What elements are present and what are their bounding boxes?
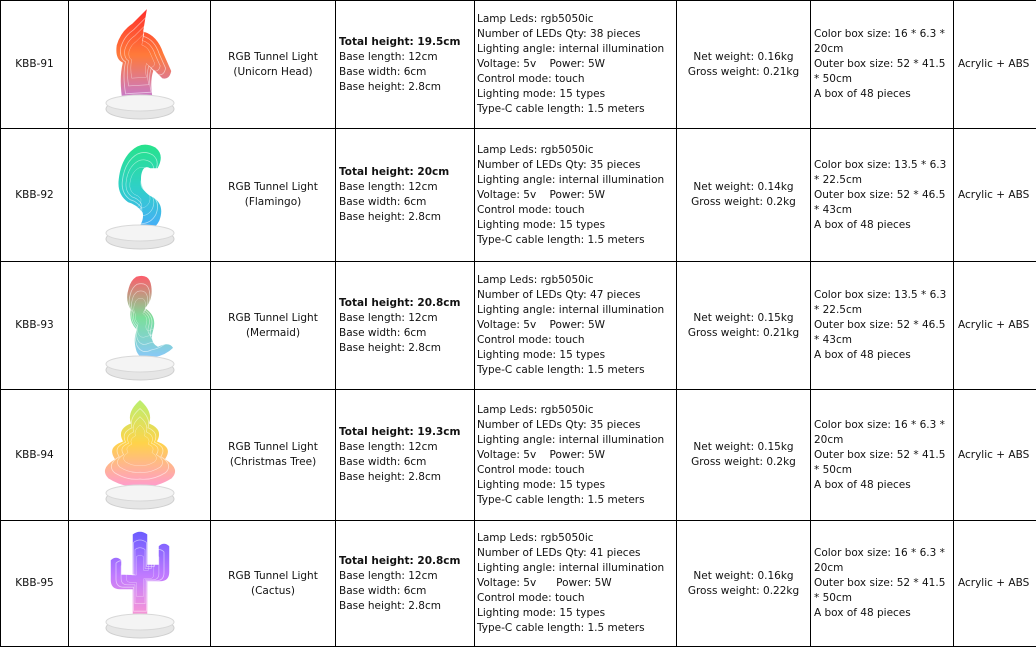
spec-line: Voltage: 5v Power: 5W (477, 318, 676, 333)
product-row (1, 521, 1036, 647)
product-weight (677, 521, 811, 647)
spec-line: Number of LEDs Qty: 35 pieces (477, 418, 676, 433)
spec-line: Lighting angle: internal illumination (477, 173, 676, 188)
total-height: Total height: 19.3cm (339, 425, 474, 440)
base-width: Base width: 6cm (339, 455, 474, 470)
spec-line: Voltage: 5v Power: 5W (477, 576, 676, 591)
spec-line: Lamp Leds: rgb5050ic (477, 531, 676, 546)
spec-line: Control mode: touch (477, 463, 676, 478)
base-width: Base width: 6cm (339, 584, 474, 599)
packaging-line: Color box size: 13.5 * 6.3 * 22.5cm (814, 288, 953, 318)
product-name (211, 129, 336, 262)
base-length: Base length: 12cm (339, 569, 474, 584)
product-name-line: RGB Tunnel Light (211, 311, 335, 326)
spec-line: Lighting mode: 15 types (477, 348, 676, 363)
spec-line: Number of LEDs Qty: 38 pieces (477, 27, 676, 42)
product-name (211, 262, 336, 390)
spec-line: Lamp Leds: rgb5050ic (477, 403, 676, 418)
product-material: Acrylic + ABS (954, 262, 1036, 390)
spec-line: Lighting mode: 15 types (477, 87, 676, 102)
spec-line: Lighting angle: internal illumination (477, 42, 676, 57)
product-packaging (811, 390, 954, 521)
base-height: Base height: 2.8cm (339, 470, 474, 485)
lamp-base-top (106, 614, 174, 630)
product-specifications (475, 521, 677, 647)
packaging-line: Outer box size: 52 * 46.5 * 43cm (814, 188, 953, 218)
product-name-subtitle: (Cactus) (211, 584, 335, 599)
product-material: Acrylic + ABS (954, 129, 1036, 262)
product-material: Acrylic + ABS (954, 1, 1036, 129)
packaging-line: Color box size: 16 * 6.3 * 20cm (814, 546, 953, 576)
product-code: KBB-92 (1, 129, 69, 262)
product-name-line: RGB Tunnel Light (211, 50, 335, 65)
spec-line: Lighting angle: internal illumination (477, 561, 676, 576)
packaging-line: Color box size: 13.5 * 6.3 * 22.5cm (814, 158, 953, 188)
base-length: Base length: 12cm (339, 50, 474, 65)
spec-line: Control mode: touch (477, 333, 676, 348)
base-width: Base width: 6cm (339, 195, 474, 210)
product-row (1, 129, 1036, 262)
product-dimensions (336, 1, 475, 129)
product-specifications (475, 262, 677, 390)
packaging-line: A box of 48 pieces (814, 87, 953, 102)
gross-weight: Gross weight: 0.2kg (677, 195, 810, 210)
spec-line: Lighting angle: internal illumination (477, 433, 676, 448)
mermaid-lamp-image (92, 266, 188, 386)
gross-weight: Gross weight: 0.21kg (677, 326, 810, 341)
spec-line: Number of LEDs Qty: 35 pieces (477, 158, 676, 173)
product-material: Acrylic + ABS (954, 390, 1036, 521)
spec-line: Lighting mode: 15 types (477, 606, 676, 621)
spec-line: Type-C cable length: 1.5 meters (477, 233, 676, 248)
product-specifications (475, 129, 677, 262)
product-packaging (811, 129, 954, 262)
product-row (1, 390, 1036, 521)
net-weight: Net weight: 0.16kg (677, 569, 810, 584)
packaging-line: Color box size: 16 * 6.3 * 20cm (814, 418, 953, 448)
spec-line: Type-C cable length: 1.5 meters (477, 363, 676, 378)
product-name-subtitle: (Mermaid) (211, 326, 335, 341)
base-length: Base length: 12cm (339, 180, 474, 195)
product-dimensions (336, 521, 475, 647)
base-height: Base height: 2.8cm (339, 80, 474, 95)
cactus-lamp-image (92, 524, 188, 644)
product-weight (677, 262, 811, 390)
spec-line: Voltage: 5v Power: 5W (477, 188, 676, 203)
product-specifications (475, 390, 677, 521)
packaging-line: A box of 48 pieces (814, 478, 953, 493)
product-image-cell (69, 129, 211, 262)
spec-line: Lamp Leds: rgb5050ic (477, 273, 676, 288)
spec-line: Number of LEDs Qty: 47 pieces (477, 288, 676, 303)
total-height: Total height: 20cm (339, 165, 474, 180)
product-weight (677, 129, 811, 262)
spec-line: Control mode: touch (477, 72, 676, 87)
lamp-body-shape (115, 7, 171, 103)
packaging-line: Outer box size: 52 * 41.5 * 50cm (814, 576, 953, 606)
net-weight: Net weight: 0.15kg (677, 440, 810, 455)
product-name (211, 390, 336, 521)
spec-line: Lighting mode: 15 types (477, 478, 676, 493)
spec-line: Control mode: touch (477, 591, 676, 606)
product-image-cell (69, 262, 211, 390)
total-height: Total height: 20.8cm (339, 296, 474, 311)
spec-line: Type-C cable length: 1.5 meters (477, 493, 676, 508)
product-name (211, 1, 336, 129)
product-dimensions (336, 129, 475, 262)
product-packaging (811, 521, 954, 647)
product-image-cell (69, 390, 211, 521)
gross-weight: Gross weight: 0.22kg (677, 584, 810, 599)
spec-line: Number of LEDs Qty: 41 pieces (477, 546, 676, 561)
product-name-subtitle: (Flamingo) (211, 195, 335, 210)
product-name-line: RGB Tunnel Light (211, 569, 335, 584)
packaging-line: A box of 48 pieces (814, 348, 953, 363)
product-packaging (811, 262, 954, 390)
packaging-line: A box of 48 pieces (814, 218, 953, 233)
gross-weight: Gross weight: 0.21kg (677, 65, 810, 80)
spec-line: Type-C cable length: 1.5 meters (477, 621, 676, 636)
packaging-line: Color box size: 16 * 6.3 * 20cm (814, 27, 953, 57)
packaging-line: A box of 48 pieces (814, 606, 953, 621)
product-dimensions (336, 262, 475, 390)
product-row (1, 1, 1036, 129)
gross-weight: Gross weight: 0.2kg (677, 455, 810, 470)
spec-line: Control mode: touch (477, 203, 676, 218)
total-height: Total height: 20.8cm (339, 554, 474, 569)
lamp-base-top (106, 356, 174, 372)
total-height: Total height: 19.5cm (339, 35, 474, 50)
lamp-base-top (106, 95, 174, 111)
spec-line: Lighting angle: internal illumination (477, 303, 676, 318)
product-row (1, 262, 1036, 390)
lamp-base-top (106, 485, 174, 501)
lamp-body-shape (104, 399, 176, 487)
spec-line: Lamp Leds: rgb5050ic (477, 143, 676, 158)
product-weight (677, 1, 811, 129)
net-weight: Net weight: 0.15kg (677, 311, 810, 326)
product-specifications (475, 1, 677, 129)
product-name-line: RGB Tunnel Light (211, 440, 335, 455)
flamingo-lamp-image (92, 135, 188, 255)
base-height: Base height: 2.8cm (339, 210, 474, 225)
spec-line: Lamp Leds: rgb5050ic (477, 12, 676, 27)
packaging-line: Outer box size: 52 * 46.5 * 43cm (814, 318, 953, 348)
product-code: KBB-91 (1, 1, 69, 129)
product-dimensions (336, 390, 475, 521)
product-image-cell (69, 521, 211, 647)
net-weight: Net weight: 0.14kg (677, 180, 810, 195)
base-height: Base height: 2.8cm (339, 341, 474, 356)
lamp-base-top (106, 225, 174, 241)
product-material: Acrylic + ABS (954, 521, 1036, 647)
spec-line: Voltage: 5v Power: 5W (477, 448, 676, 463)
unicorn-head-lamp-image (92, 5, 188, 125)
product-image-cell (69, 1, 211, 129)
spec-line: Voltage: 5v Power: 5W (477, 57, 676, 72)
product-code: KBB-94 (1, 390, 69, 521)
product-weight (677, 390, 811, 521)
product-name-subtitle: (Christmas Tree) (211, 455, 335, 470)
net-weight: Net weight: 0.16kg (677, 50, 810, 65)
base-width: Base width: 6cm (339, 65, 474, 80)
product-name-line: RGB Tunnel Light (211, 180, 335, 195)
lamp-body-shape (110, 531, 170, 620)
base-length: Base length: 12cm (339, 311, 474, 326)
product-code: KBB-93 (1, 262, 69, 390)
packaging-line: Outer box size: 52 * 41.5 * 50cm (814, 57, 953, 87)
product-name-subtitle: (Unicorn Head) (211, 65, 335, 80)
base-height: Base height: 2.8cm (339, 599, 474, 614)
product-code: KBB-95 (1, 521, 69, 647)
spec-line: Lighting mode: 15 types (477, 218, 676, 233)
product-packaging (811, 1, 954, 129)
base-width: Base width: 6cm (339, 326, 474, 341)
packaging-line: Outer box size: 52 * 41.5 * 50cm (814, 448, 953, 478)
christmas-tree-lamp-image (92, 395, 188, 515)
product-name (211, 521, 336, 647)
base-length: Base length: 12cm (339, 440, 474, 455)
spec-line: Type-C cable length: 1.5 meters (477, 102, 676, 117)
